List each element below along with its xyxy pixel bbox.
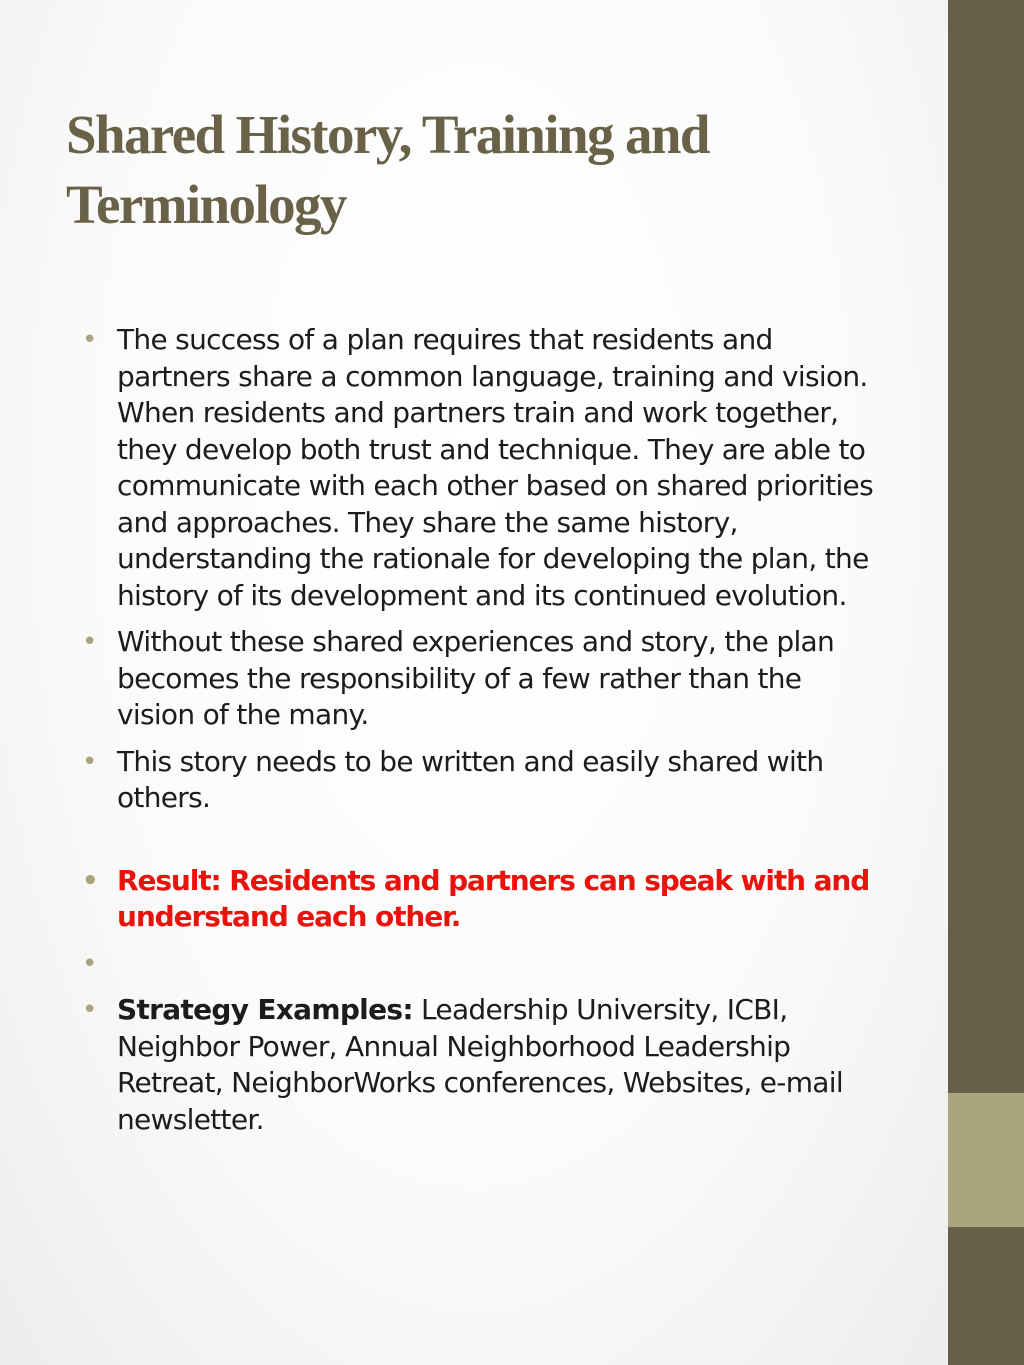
bullet-icon: • bbox=[82, 995, 97, 1025]
bullet-icon: • bbox=[82, 746, 97, 777]
bullet-icon: • bbox=[82, 325, 97, 355]
bullet-text: This story needs to be written and easily shared with others. bbox=[117, 744, 824, 814]
slide-title: Shared History, Training and Terminology bbox=[66, 104, 709, 235]
list-item bbox=[82, 744, 882, 817]
result-text: Result: Residents and partners can speak with and understand each other. bbox=[117, 863, 870, 933]
strategy-item bbox=[82, 992, 882, 1138]
bullet-icon: • bbox=[82, 948, 97, 979]
bullet-text: Without these shared experiences and story, the plan becomes the responsibility of a few rather than the vision of the many. bbox=[117, 625, 835, 731]
strategy-label: Strategy Examples: bbox=[117, 993, 413, 1026]
bullet-list bbox=[82, 322, 882, 1148]
bullet-text: The success of a plan requires that residents and partners share a common language, training and vision. When residents and partners train and work together, they develop both trust and technique. They are able to communicate with each other based on shared priorities and approaches. They share the same history, understanding the rationale for developing the plan, the history of its development and its continued evolution. bbox=[117, 323, 873, 612]
side-bar-accent bbox=[948, 1093, 1024, 1227]
result-item bbox=[82, 863, 882, 936]
list-item bbox=[82, 322, 882, 614]
bullet-icon: • bbox=[82, 627, 97, 657]
bullet-icon: • bbox=[82, 865, 98, 896]
empty-list-item bbox=[82, 946, 882, 983]
strategy-text: Leadership University, ICBI, Neighbor Power, Annual Neighborhood Leadership Retreat, NeighborWorks conferences, Websites, e-mail newsletter. bbox=[117, 993, 843, 1136]
list-item bbox=[82, 624, 882, 734]
